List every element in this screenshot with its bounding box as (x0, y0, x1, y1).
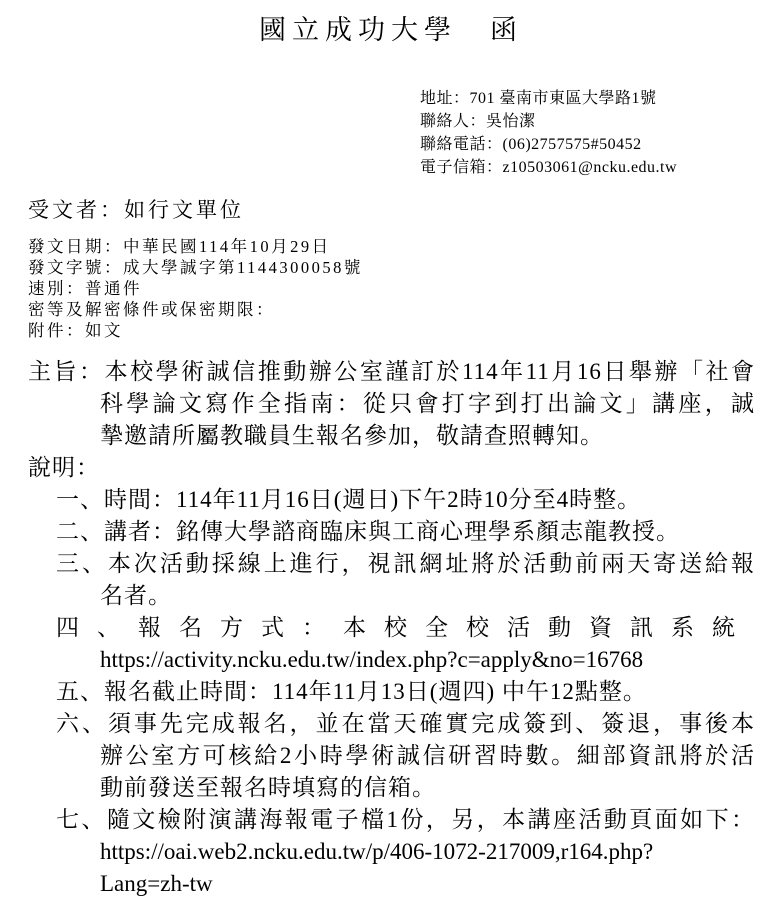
sender-phone: 聯絡電話：(06)2757575#50452 (420, 136, 642, 153)
explanation-item-6-line-1: 六、須事先完成報名，並在當天確實完成簽到、簽退，事後本 (56, 711, 755, 736)
sender-info-block (420, 87, 677, 179)
subject-line-3: 摯邀請所屬教職員生報名參加，敬請查照轉知。 (100, 423, 604, 448)
registration-url-link[interactable]: https://activity.ncku.edu.tw/index.php?c=apply&no=16768 (100, 647, 644, 672)
explanation-item-7-line-1: 七、隨文檢附演講海報電子檔1份，另，本講座活動頁面如下： (56, 807, 755, 832)
explanation-item-5: 五、報名截止時間：114年11月13日(週四) 中午12點整。 (56, 679, 647, 704)
explanation-item-3-line-2: 名者。 (100, 583, 172, 608)
explanation-item-1: 一、時間：114年11月16日(週日)下午2時10分至4時整。 (56, 487, 642, 512)
explanation-item-6-line-2: 辦公室方可核給2小時學術誠信研習時數。細部資訊將於活 (100, 743, 755, 768)
explanation-item-6-line-3: 動前發送至報名時填寫的信箱。 (100, 775, 436, 800)
meta-issue-date: 發文日期：中華民國114年10月29日 (28, 237, 331, 256)
explanation-heading: 說明： (28, 455, 100, 480)
subject-line-2: 科學論文寫作全指南：從只會打字到打出論文」講座，誠 (100, 391, 755, 416)
sender-address: 地址：701 臺南市東區大學路1號 (420, 90, 657, 107)
sender-contact-person: 聯絡人：吳怡潔 (420, 113, 536, 130)
recipient-line: 受文者：如行文單位 (28, 198, 244, 222)
document-title: 國立成功大學 函 (259, 15, 523, 45)
activity-page-url-link-line-1[interactable]: https://oai.web2.ncku.edu.tw/p/406-1072-217009,r164.php? (100, 839, 654, 864)
explanation-item-4-line-1: 四、報名方式：本校全校活動資訊系統 (56, 615, 753, 640)
subject-line-1: 主旨：本校學術誠信推動辦公室謹訂於114年11月16日舉辦「社會 (28, 359, 755, 384)
explanation-item-3-line-1: 三、本次活動採線上進行，視訊網址將於活動前兩天寄送給報 (56, 551, 755, 576)
meta-attachment: 附件：如文 (28, 321, 123, 340)
meta-priority: 速別：普通件 (28, 279, 142, 298)
document-meta-block (28, 236, 363, 341)
meta-doc-number: 發文字號：成大學誠字第1144300058號 (28, 258, 363, 277)
sender-email: 電子信箱：z10503061@ncku.edu.tw (420, 159, 678, 176)
explanation-item-2: 二、講者：銘傳大學諮商臨床與工商心理學系顏志龍教授。 (56, 519, 680, 544)
document-body (28, 356, 755, 898)
activity-page-url-link-line-2[interactable]: Lang=zh-tw (100, 871, 213, 896)
meta-security: 密等及解密條件或保密期限： (28, 300, 275, 319)
